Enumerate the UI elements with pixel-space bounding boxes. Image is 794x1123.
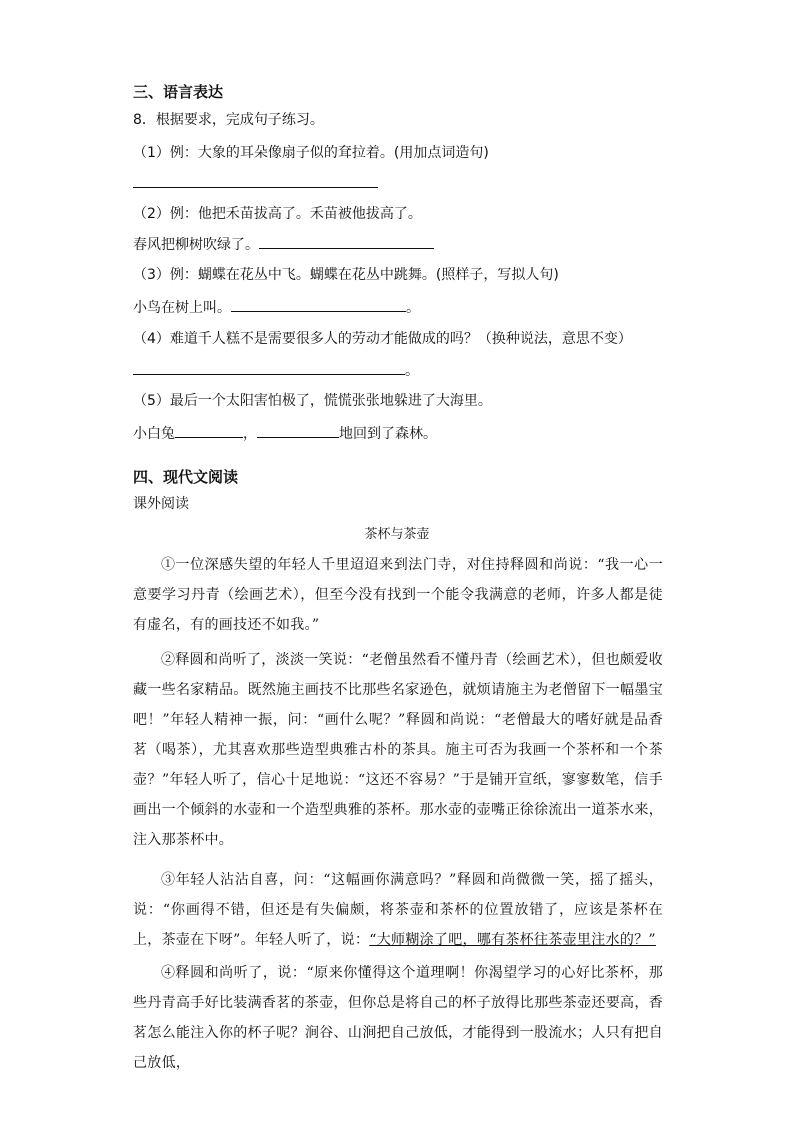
answer-blank-1[interactable] [133, 187, 378, 188]
passage-paragraph-4: ④释圆和尚听了，说：“原来你懂得这个道理啊！你渴望学习的心好比茶杯，那些丹青高手好比装满香茗的茶壶，但你总是将自己的杯子放得比那些茶壶还要高，香茗怎么能注入你的杯子呢？涧谷、山涧把自己放低，才能得到一股流水；人只有把自己放低， [133, 965, 663, 1071]
answer-blank-3[interactable] [231, 297, 406, 312]
subquestion-5-suffix: 地回到了森林。 [339, 426, 437, 442]
passage-paragraph-3 [133, 865, 663, 955]
paragraph-3-text: ③年轻人沾沾自喜，问：“这幅画你满意吗？”释圆和尚微微一笑，摇了摇头，说：“你画得不错，但还是有失偏颇，将茶壶和茶杯的位置放错了，应该是茶杯在上，茶壶在下呀”。年轻人听了，说： [133, 872, 663, 948]
underlined-quote: “大师糊涂了吧，哪有茶杯往茶壶里注水的？” [369, 932, 656, 948]
section-4-subheading: 课外阅读 [133, 496, 189, 512]
passage-paragraph-1: ①一位深感失望的年轻人千里迢迢来到法门寺，对住持释圆和尚说：“我一心一意要学习丹青（绘画艺术），但至今没有找到一个能令我满意的老师，许多人都是徒有虚名，有的画技还不如我。” [133, 557, 663, 633]
passage-paragraph-2: ②释圆和尚听了，淡淡一笑说：“老僧虽然看不懂丹青（绘画艺术），但也颇爱收藏一些名家精品。既然施主画技不比那些名家逊色，就烦请施主为老僧留下一幅墨宝吧！”年轻人精神一振，问：“画什么呢？”释圆和尚说：“老僧最大的嗜好就是品香茗（喝茶），尤其喜欢那些造型典雅古朴的茶具。施主可否为我画一个茶杯和一个茶壶？”年轻人听了，信心十足地说：“这还不容易？”于是铺开宣纸，寥寥数笔，信手画出一个倾斜的水壶和一个造型典雅的茶杯。那水壶的壶嘴正徐徐流出一道茶水来，注入那茶杯中。 [133, 652, 663, 848]
subquestion-2-answer-line [133, 234, 434, 255]
section-3-heading: 三、语言表达 [133, 83, 224, 101]
subquestion-5: （5）最后一个太阳害怕极了，慌慌张张地躲进了大海里。 [133, 393, 492, 409]
subquestion-2-prefix: 春风把柳树吹绿了。 [133, 237, 259, 253]
subquestion-3-answer-line [133, 297, 420, 318]
subquestion-4-suffix: 。 [405, 363, 419, 379]
subquestion-3: （3）例：蝴蝶在花丛中飞。蝴蝶在花丛中跳舞。(照样子，写拟人句) [133, 267, 559, 283]
subquestion-3-prefix: 小鸟在树上叫。 [133, 300, 231, 316]
answer-blank-2[interactable] [259, 234, 434, 249]
answer-blank-5a[interactable] [175, 423, 243, 438]
subquestion-4-answer-line [133, 360, 419, 381]
passage-title: 茶杯与茶壶 [364, 527, 430, 542]
question-8-prompt: 8．根据要求，完成句子练习。 [133, 112, 324, 128]
answer-blank-5b[interactable] [257, 423, 339, 438]
subquestion-4: （4）难道千人糕不是需要很多人的劳动才能做成的吗？（换种说法，意思不变） [133, 331, 632, 347]
subquestion-5-answer-line [133, 423, 437, 444]
section-4-heading: 四、现代文阅读 [133, 468, 239, 486]
subquestion-5-comma: ， [243, 426, 257, 442]
subquestion-3-suffix: 。 [406, 300, 420, 316]
subquestion-2: （2）例：他把禾苗拔高了。禾苗被他拔高了。 [133, 206, 422, 222]
subquestion-5-prefix: 小白兔 [133, 426, 175, 442]
answer-blank-4[interactable] [133, 360, 405, 375]
subquestion-1: （1）例：大象的耳朵像扇子似的耷拉着。(用加点词造句) [133, 145, 489, 161]
